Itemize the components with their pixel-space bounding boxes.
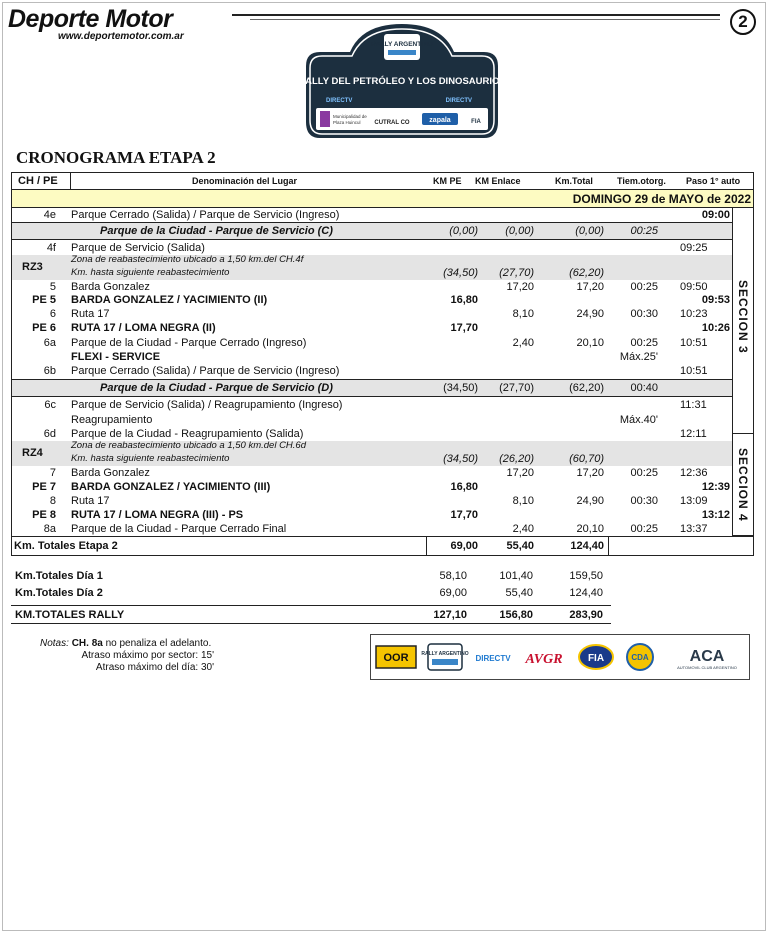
cell-enlace: 17,20 (506, 467, 534, 479)
sponsor-fia-logo (577, 643, 615, 671)
date-label: DOMINGO 29 de MAYO de 2022 (572, 192, 751, 206)
service-row (12, 379, 732, 397)
cell-paso: 12:11 (680, 428, 707, 440)
cell-desc: Ruta 17 (71, 495, 110, 507)
service-row (12, 222, 732, 240)
totals-row (11, 587, 611, 603)
totals-row (11, 570, 611, 586)
sponsor-aca-logo (667, 643, 747, 671)
col-header-ch: CH / PE (18, 175, 58, 187)
cell-enlace: 8,10 (512, 495, 534, 507)
refuel-zone-line2: Km. hasta siguiente reabastecimiento (71, 267, 230, 278)
cell-desc: FLEXI - SERVICE (71, 351, 161, 363)
col-header-tiem: Tiem.otorg. (617, 176, 666, 186)
cell-tiem: Máx.25' (619, 351, 658, 363)
etapa-totals-kmpe: 69,00 (450, 540, 478, 552)
section-3-label: SECCION 3 (736, 280, 750, 354)
rally-plate-logo (298, 22, 506, 140)
sponsor-aca-text: ACA (689, 648, 725, 665)
cell-desc: Parque de la Ciudad - Parque Cerrado (Ingreso) (71, 337, 307, 349)
totals-total: 159,50 (569, 570, 603, 582)
cell-total: (62,20) (569, 382, 604, 394)
cell-desc: Parque Cerrado (Salida) / Parque de Servicio (Ingreso) (71, 365, 340, 377)
cell-paso: 11:31 (680, 399, 707, 411)
section-3-box (732, 208, 753, 434)
cell-tiem: 00:25 (630, 281, 658, 293)
cell-ch: PE 6 (32, 322, 56, 334)
plate-badge-text: RALLY ARGENTINO (371, 41, 433, 48)
plate-fia: FIA (471, 119, 481, 125)
cell-total: 17,20 (576, 281, 604, 293)
sponsor-avgr-text: AVGR (525, 652, 563, 667)
plate-muni-line2: Plaza Huincul (333, 120, 361, 125)
cell-tiem: 00:30 (630, 308, 658, 320)
table-header (12, 173, 753, 190)
cell-ch: 4f (46, 242, 56, 254)
cell-enlace: 8,10 (512, 308, 534, 320)
cell-kmpe: (34,50) (443, 267, 478, 279)
cell-enlace: 17,20 (506, 281, 534, 293)
sponsors-strip (370, 634, 750, 680)
cell-desc: Parque de Servicio (Salida) (71, 242, 205, 254)
totals-rally-row (11, 605, 611, 624)
cell-desc: RUTA 17 / LOMA NEGRA (II) (71, 322, 216, 334)
sponsor-oor-text: OOR (383, 652, 409, 664)
cell-enlace: (26,20) (499, 453, 534, 465)
cell-desc: Parque de la Ciudad - Parque de Servicio (C) (100, 225, 333, 237)
refuel-zone-line1: Zona de reabastecimiento ubicado a 1,50 km.del CH.6d (71, 440, 306, 451)
note-line-1 (40, 638, 214, 650)
header-divider (70, 173, 71, 190)
cell-ch: 7 (49, 467, 56, 479)
cell-paso: 12:39 (701, 481, 730, 493)
cell-paso: 13:09 (680, 495, 708, 507)
cell-paso: 09:25 (680, 242, 708, 254)
cell-kmpe: (34,50) (443, 382, 478, 394)
plate-event-name: RALLY DEL PETRÓLEO Y LOS DINOSAURIOS (298, 76, 506, 87)
cell-kmpe: 17,70 (450, 509, 478, 521)
cell-desc: Parque Cerrado (Salida) / Parque de Servicio (Ingreso) (71, 209, 340, 221)
sponsor-fia-text: FIA (587, 653, 605, 664)
cell-total: (0,00) (575, 225, 604, 237)
cell-kmpe: (0,00) (449, 225, 478, 237)
cell-enlace: (0,00) (505, 225, 534, 237)
cell-tiem: 00:30 (630, 495, 658, 507)
sponsor-avgr-logo (519, 643, 569, 671)
cell-total: 24,90 (576, 495, 604, 507)
cell-paso: 12:36 (680, 467, 708, 479)
header-rule (232, 14, 720, 16)
cell-paso: 13:37 (680, 523, 708, 535)
col-header-total: Km.Total (555, 176, 593, 186)
cell-tiem: 00:25 (630, 337, 658, 349)
col-header-paso: Paso 1° auto (686, 176, 741, 186)
cell-desc: Reagrupamiento (71, 414, 153, 426)
cell-desc: BARDA GONZALEZ / YACIMIENTO (III) (71, 481, 271, 493)
date-bar (12, 190, 753, 208)
cell-kmpe: 16,80 (450, 294, 478, 306)
section-4-box (732, 434, 753, 536)
refuel-zone-row (12, 255, 732, 280)
refuel-zone-line2: Km. hasta siguiente reabastecimiento (71, 453, 230, 464)
cell-paso: 10:23 (680, 308, 708, 320)
sponsor-directv-text: DIRECTV (475, 654, 511, 663)
refuel-zone-row (12, 441, 732, 466)
cell-ch: 6a (43, 337, 56, 349)
refuel-zone-id: RZ4 (22, 447, 43, 459)
totals-kmpe: 127,10 (433, 609, 467, 621)
plate-sponsor-directv-right: DIRECTV (445, 98, 472, 104)
note-line-2: Atraso máximo por sector: 15' (81, 650, 214, 661)
totals-label: Km.Totales Día 1 (15, 570, 103, 582)
schedule-table (11, 172, 754, 556)
cell-paso: 13:12 (701, 509, 730, 521)
cell-total: 17,20 (576, 467, 604, 479)
sponsor-aca-subtext: AUTOMOVIL CLUB ARGENTINO (677, 665, 737, 670)
cell-desc: BARDA GONZALEZ / YACIMIENTO (II) (71, 294, 268, 306)
sponsor-directv-logo (471, 643, 515, 671)
cell-enlace: 2,40 (512, 523, 534, 535)
col-header-desc: Denominación del Lugar (192, 176, 298, 186)
cell-desc: Parque de la Ciudad - Parque de Servicio (D) (100, 382, 333, 394)
totals-enlace: 101,40 (499, 570, 533, 582)
cell-tiem: Máx.40' (619, 414, 658, 426)
cell-total: 20,10 (576, 337, 604, 349)
cell-enlace: 2,40 (512, 337, 534, 349)
cell-desc: Barda Gonzalez (71, 467, 150, 479)
cell-ch: 6c (44, 399, 56, 411)
totals-divider (608, 537, 609, 556)
totals-kmpe: 58,10 (439, 570, 467, 582)
cell-desc: Parque de la Ciudad - Reagrupamiento (Salida) (71, 428, 304, 440)
page-number: 2 (730, 9, 756, 35)
plate-zapala: zapala (429, 117, 451, 124)
cell-desc: Parque de la Ciudad - Parque Cerrado Final (71, 523, 287, 535)
refuel-zone-line1: Zona de reabastecimiento ubicado a 1,50 km.del CH.4f (71, 254, 304, 265)
cell-tiem: 00:25 (630, 523, 658, 535)
cell-tiem: 00:25 (630, 225, 658, 237)
cell-enlace: (27,70) (499, 382, 534, 394)
sponsor-rally-text: RALLY ARGENTINO (421, 651, 469, 657)
notes-ch: CH. 8a (71, 638, 103, 649)
refuel-zone-id: RZ3 (22, 261, 43, 273)
cell-paso: 10:51 (680, 337, 708, 349)
cell-total: (60,70) (569, 453, 604, 465)
sponsor-cda-logo (623, 643, 657, 671)
cell-paso: 09:50 (680, 281, 708, 293)
cell-paso: 10:26 (701, 322, 730, 334)
cell-desc: Parque de Servicio (Salida) / Reagrupamiento (Ingreso) (71, 399, 343, 411)
cell-desc: Barda Gonzalez (71, 281, 150, 293)
cell-paso: 10:51 (680, 365, 708, 377)
cell-kmpe: 16,80 (450, 481, 478, 493)
cell-ch: 8a (43, 523, 56, 535)
plate-sponsor-directv-left: DIRECTV (326, 98, 353, 104)
cell-total: 20,10 (576, 523, 604, 535)
sponsor-cda-text: CDA (631, 653, 649, 662)
etapa-totals-total: 124,40 (570, 540, 604, 552)
col-header-kmpe: KM PE (433, 176, 462, 186)
sponsor-oor-logo (375, 643, 417, 671)
cell-ch: 6 (49, 308, 56, 320)
totals-total: 124,40 (569, 587, 603, 599)
plate-cutral-co: CUTRAL CO (374, 120, 410, 126)
totals-label: KM.TOTALES RALLY (15, 609, 125, 621)
cell-total: 24,90 (576, 308, 604, 320)
totals-enlace: 55,40 (505, 587, 533, 599)
cell-ch: PE 5 (32, 294, 56, 306)
cell-total: (62,20) (569, 267, 604, 279)
note-line-3: Atraso máximo del día: 30' (95, 662, 214, 673)
notes-label: Notas: (40, 638, 69, 649)
etapa-totals-enlace: 55,40 (506, 540, 534, 552)
cell-ch: 4e (43, 209, 56, 221)
cell-ch: 5 (49, 281, 56, 293)
plate-muni-line1: Municipalidad de (333, 114, 367, 119)
cell-ch: PE 8 (32, 509, 56, 521)
cell-desc: Ruta 17 (71, 308, 110, 320)
cell-ch: 8 (49, 495, 56, 507)
cell-ch: PE 7 (32, 481, 56, 493)
notes-text1: no penaliza el adelanto. (102, 638, 212, 649)
cell-kmpe: 17,70 (450, 322, 478, 334)
header-rule-thin (250, 19, 720, 20)
cell-ch: 6d (43, 428, 56, 440)
cell-enlace: (27,70) (499, 267, 534, 279)
etapa-totals-row (12, 536, 753, 555)
col-header-enlace: KM Enlace (475, 176, 521, 186)
page-title: CRONOGRAMA ETAPA 2 (16, 148, 216, 167)
cell-ch: 6b (43, 365, 56, 377)
cell-tiem: 00:25 (630, 467, 658, 479)
cell-kmpe: (34,50) (443, 453, 478, 465)
totals-enlace: 156,80 (499, 609, 533, 621)
etapa-totals-label: Km. Totales Etapa 2 (14, 540, 118, 552)
cell-tiem: 00:40 (630, 382, 658, 394)
totals-total: 283,90 (569, 609, 603, 621)
notes (40, 638, 214, 674)
cell-desc: RUTA 17 / LOMA NEGRA (III) - PS (71, 509, 244, 521)
sponsor-rally-argentino-logo (421, 643, 469, 671)
cell-paso: 09:53 (701, 294, 730, 306)
brand-url: www.deportemotor.com.ar (58, 31, 184, 42)
section-4-label: SECCION 4 (736, 448, 750, 522)
cell-paso: 09:00 (701, 209, 730, 221)
totals-label: Km.Totales Día 2 (15, 587, 103, 599)
brand-logo (8, 5, 184, 42)
totals-kmpe: 69,00 (439, 587, 467, 599)
brand-name: Deporte Motor (8, 5, 173, 33)
